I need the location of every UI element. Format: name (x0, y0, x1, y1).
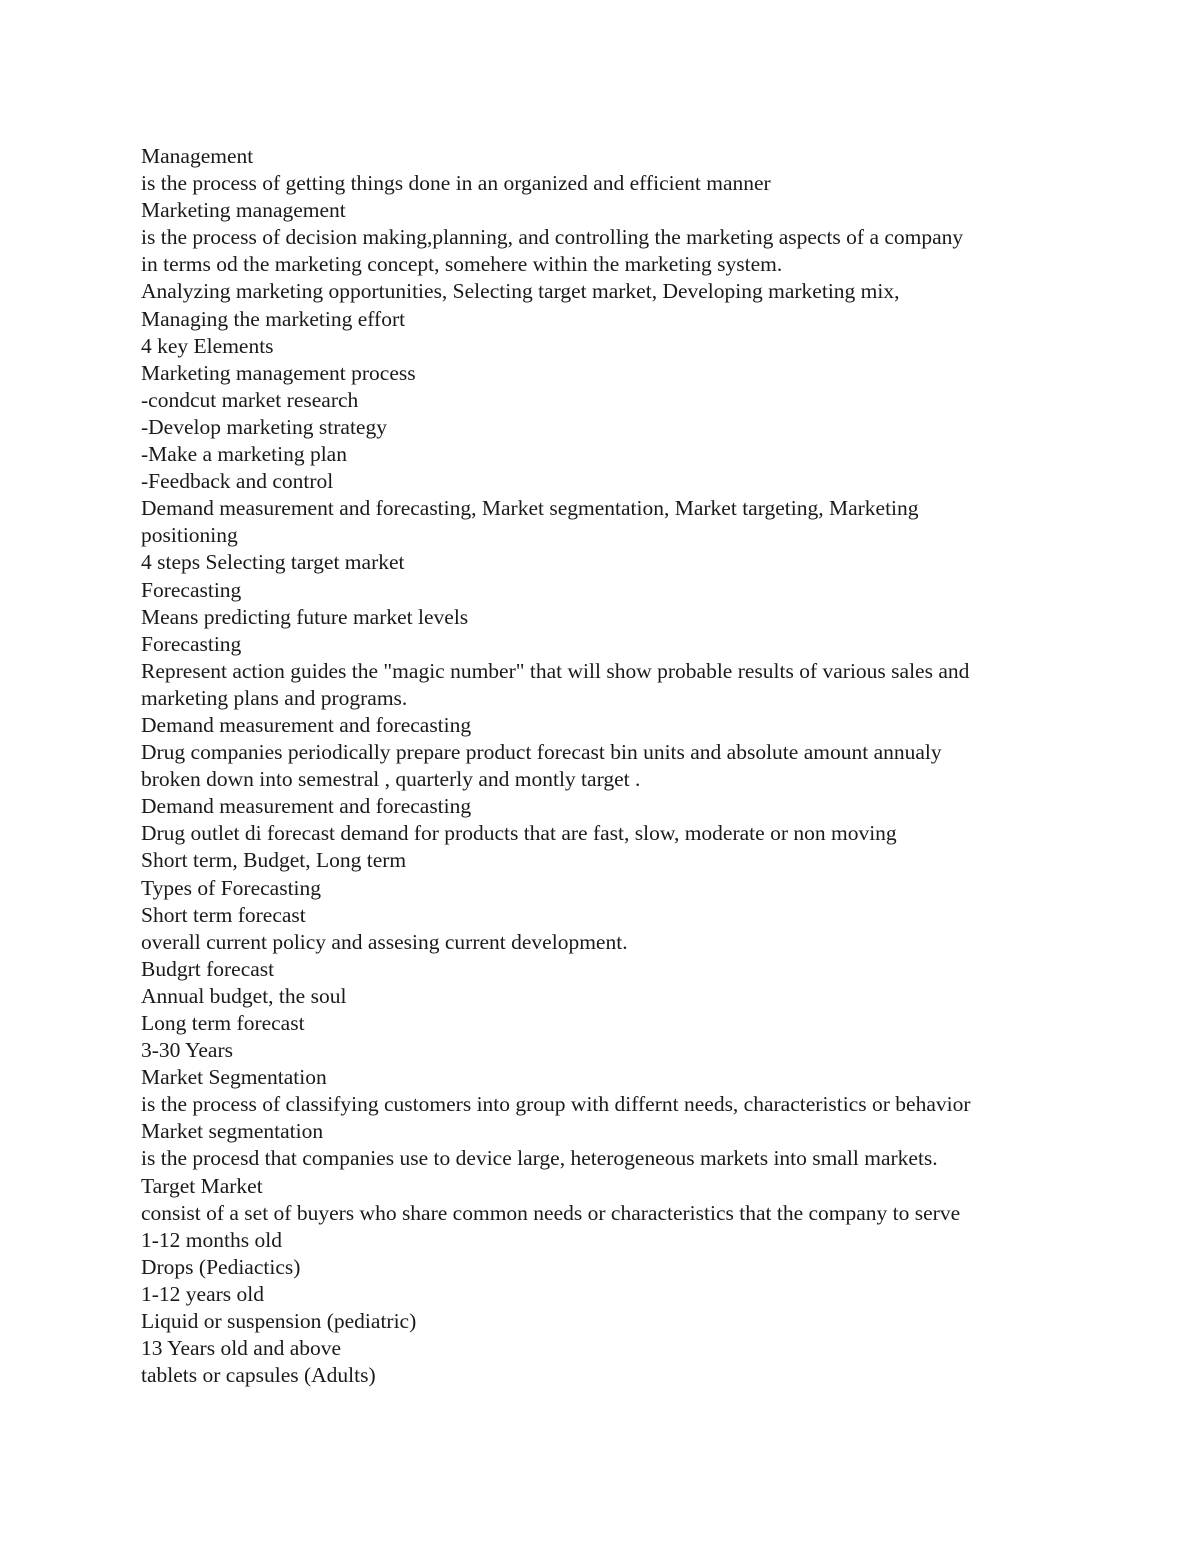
text-line: Means predicting future market levels (141, 604, 469, 629)
text-line: -condcut market research (141, 387, 359, 412)
text-line: Analyzing marketing opportunities, Selecting target market, Developing marketing mix, (141, 279, 900, 304)
text-line: 4 steps Selecting target market (141, 550, 405, 575)
text-line: 1-12 months old (141, 1227, 282, 1252)
text-line: 3-30 Years (141, 1038, 233, 1063)
text-line: Demand measurement and forecasting, Market segmentation, Market targeting, Marketing (141, 496, 919, 521)
text-line: Short term forecast (141, 902, 306, 927)
text-line: Management (141, 144, 254, 168)
text-line: is the procesd that companies use to device large, heterogeneous markets into small markets. (141, 1146, 938, 1171)
text-line: Annual budget, the soul (141, 983, 347, 1008)
text-line: Marketing management process (141, 360, 416, 385)
text-line: Marketing management (141, 198, 346, 223)
text-line: Types of Forecasting (141, 875, 322, 900)
text-line: Drug companies periodically prepare product forecast bin units and absolute amount annualy (141, 740, 942, 765)
text-line: Budgrt forecast (141, 956, 275, 981)
text-line: overall current policy and assesing current development. (141, 929, 628, 954)
text-line: Represent action guides the "magic number" that will show probable results of various sales and (141, 658, 970, 683)
text-line: is the process of classifying customers into group with differnt needs, characteristics or behavior (141, 1092, 971, 1117)
text-line: 1-12 years old (141, 1281, 264, 1306)
text-line: Short term, Budget, Long term (141, 848, 407, 873)
text-line: -Make a marketing plan (141, 442, 347, 467)
text-line: 13 Years old and above (141, 1336, 342, 1361)
text-line: Drug outlet di forecast demand for products that are fast, slow, moderate or non moving (141, 821, 897, 846)
text-line: is the process of getting things done in an organized and efficient manner (141, 171, 771, 196)
text-line: positioning (141, 523, 238, 548)
text-line: Forecasting (141, 631, 242, 656)
text-line: Market segmentation (141, 1119, 324, 1144)
document-body (141, 143, 1101, 1389)
text-line: Demand measurement and forecasting (141, 712, 472, 737)
text-line: marketing plans and programs. (141, 685, 408, 710)
text-line: Managing the marketing effort (141, 306, 406, 331)
text-line: -Develop marketing strategy (141, 414, 387, 439)
text-line: broken down into semestral , quarterly and montly target . (141, 767, 641, 792)
text-line: Liquid or suspension (pediatric) (141, 1309, 417, 1334)
text-line: Target Market (141, 1173, 263, 1198)
text-line: Long term forecast (141, 1011, 305, 1035)
text-line: Demand measurement and forecasting (141, 794, 472, 819)
text-line: tablets or capsules (Adults) (141, 1363, 376, 1388)
text-line: is the process of decision making,planning, and controlling the marketing aspects of a company (141, 225, 964, 250)
text-line: consist of a set of buyers who share common needs or characteristics that the company to serve (141, 1200, 961, 1225)
text-line: Forecasting (141, 577, 242, 602)
text-line: Market Segmentation (141, 1065, 327, 1090)
text-line: 4 key Elements (141, 333, 274, 358)
text-line: -Feedback and control (141, 469, 334, 494)
text-line: Drops (Pediactics) (141, 1254, 301, 1279)
text-line: in terms od the marketing concept, somehere within the marketing system. (141, 252, 783, 277)
